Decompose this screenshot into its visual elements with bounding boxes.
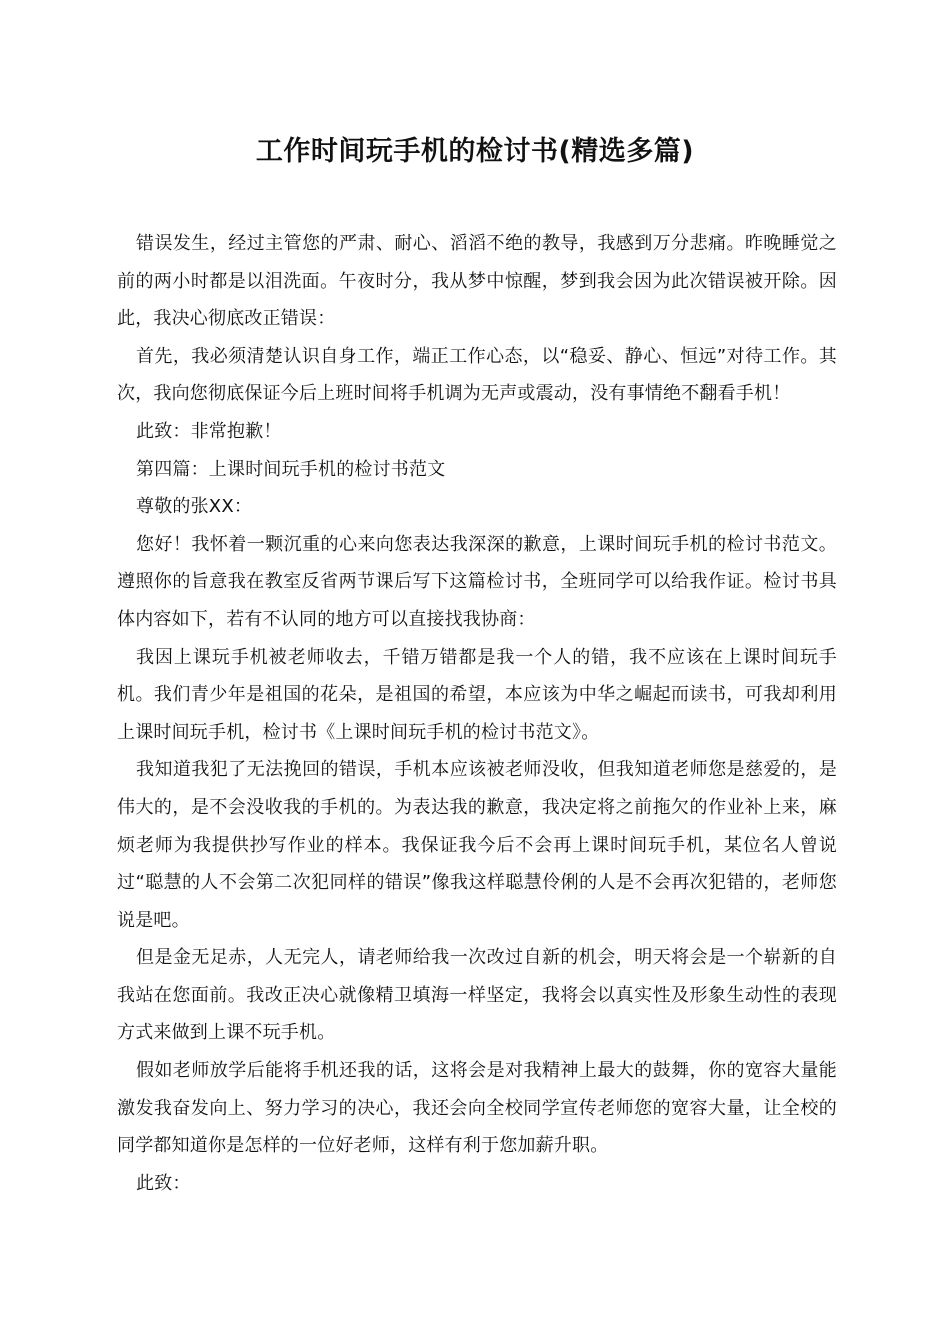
paragraph: 我因上课玩手机被老师收去，千错万错都是我一个人的错，我不应该在上课时间玩手机。我们青少年是祖国的花朵，是祖国的希望，本应该为中华之崛起而读书，可我却利用上课时间玩手机，检讨书《上课时间玩手机的检讨书范文》。 <box>117 646 837 743</box>
paragraph: 您好！我怀着一颗沉重的心来向您表达我深深的歉意，上课时间玩手机的检讨书范文。遵照你的旨意我在教室反省两节课后写下这篇检讨书，全班同学可以给我作证。检讨书具体内容如下，若有不认同的地方可以直接找我协商： <box>117 533 837 630</box>
closing-line: 此致： <box>136 1172 191 1194</box>
paragraph: 错误发生，经过主管您的严肃、耐心、滔滔不绝的教导，我感到万分悲痛。昨晚睡觉之前的两小时都是以泪洗面。午夜时分，我从梦中惊醒，梦到我会因为此次错误被开除。因此，我决心彻底改正错误： <box>117 233 837 330</box>
document-body <box>117 225 837 1202</box>
section-heading: 第四篇：上课时间玩手机的检讨书范文 <box>136 458 446 480</box>
paragraph: 首先，我必须清楚认识自身工作，端正工作心态，以“稳妥、静心、恒远”对待工作。其次，我向您彻底保证今后上班时间将手机调为无声或震动，没有事情绝不翻看手机！ <box>117 345 837 405</box>
document-title: 工作时间玩手机的检讨书(精选多篇) <box>255 136 695 167</box>
closing-line: 此致：非常抱歉！ <box>136 420 282 442</box>
paragraph: 我知道我犯了无法挽回的错误，手机本应该被老师没收，但我知道老师您是慈爱的，是伟大的，是不会没收我的手机的。为表达我的歉意，我决定将之前拖欠的作业补上来，麻烦老师为我提供抄写作业的样本。我保证我今后不会再上课时间玩手机，某位名人曾说过“聪慧的人不会第二次犯同样的错误”像我这样聪慧伶俐的人是不会再次犯错的，老师您说是吧。 <box>117 759 837 931</box>
paragraph: 但是金无足赤，人无完人，请老师给我一次改过自新的机会，明天将会是一个崭新的自我站在您面前。我改正决心就像精卫填海一样坚定，我将会以真实性及形象生动性的表现方式来做到上课不玩手机。 <box>117 947 837 1044</box>
salutation: 尊敬的张XX： <box>136 496 253 518</box>
paragraph: 假如老师放学后能将手机还我的话，这将会是对我精神上最大的鼓舞，你的宽容大量能激发我奋发向上、努力学习的决心，我还会向全校同学宣传老师您的宽容大量，让全校的同学都知道你是怎样的一位好老师，这样有利于您加薪升职。 <box>117 1060 837 1157</box>
